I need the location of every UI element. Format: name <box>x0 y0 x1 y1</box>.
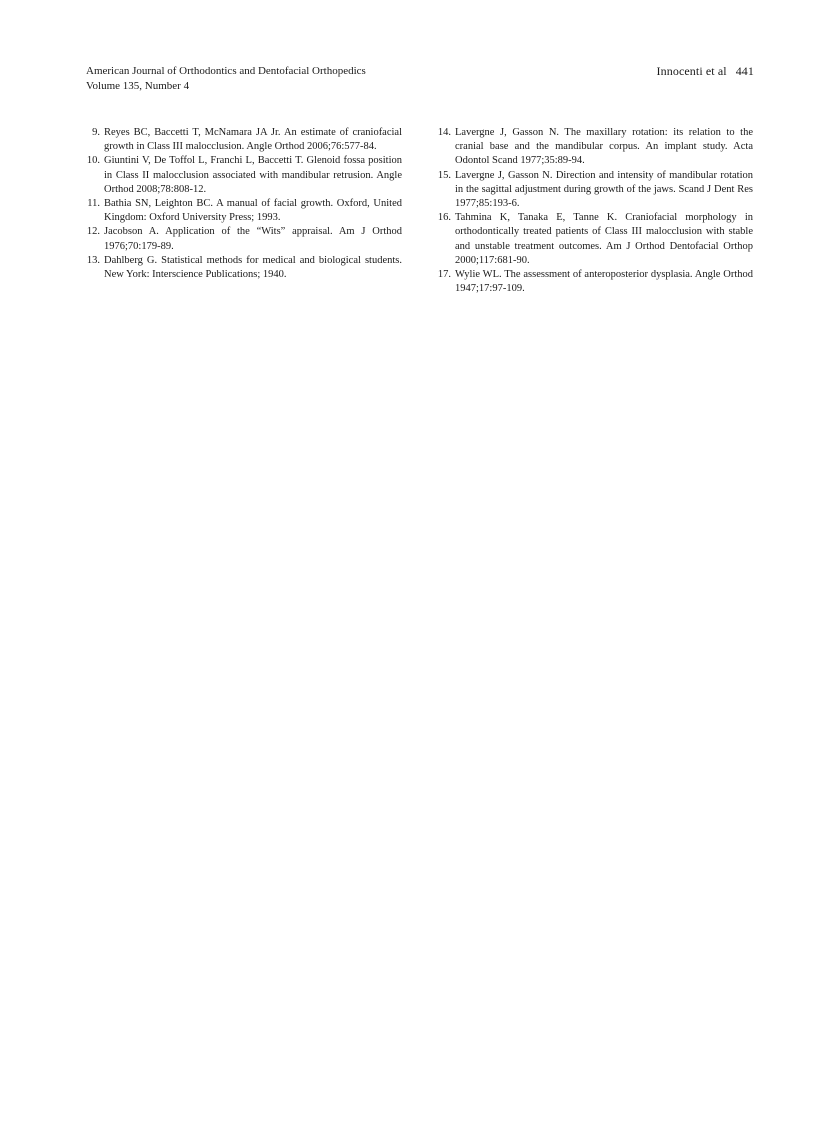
reference-text: Wylie WL. The assessment of anteroposterior dysplasia. Angle Orthod 1947;17:97-109. <box>455 269 753 295</box>
reference-item <box>437 268 753 296</box>
reference-text: Tahmina K, Tanaka E, Tanne K. Craniofacial morphology in orthodontically treated patients of Class III malocclusion with stable and unstable treatment outcomes. Am J Orthod Dentofacial Orthop 2000;117:681-90. <box>455 212 753 266</box>
reference-number: 14. <box>437 127 451 138</box>
reference-number: 10. <box>86 155 100 167</box>
reference-number: 17. <box>437 269 451 281</box>
reference-list-left <box>86 126 402 282</box>
reference-text: Lavergne J, Gasson N. The maxillary rotation: its relation to the cranial base and the mandibular corpus. An implant study. Acta Odontol Scand 1977;35:89-94. <box>455 127 753 167</box>
journal-name: American Journal of Orthodontics and Dentofacial Orthopedics <box>86 65 366 77</box>
reference-number: 9. <box>92 127 100 138</box>
volume-issue: Volume 135, Number 4 <box>86 79 190 92</box>
reference-text: Lavergne J, Gasson N. Direction and intensity of mandibular rotation in the sagittal adjustment during growth of the jaws. Scand J Dent Res 1977;85:193-6. <box>455 169 753 210</box>
reference-item <box>86 254 402 282</box>
reference-number: 12. <box>86 226 100 238</box>
reference-list-right <box>437 126 753 296</box>
journal-info <box>86 64 366 93</box>
author-page-info <box>657 64 754 79</box>
running-author: Innocenti et al <box>656 64 727 78</box>
reference-item <box>86 197 402 225</box>
reference-number: 16. <box>437 212 451 224</box>
reference-text: Jacobson A. Application of the “Wits” appraisal. Am J Orthod 1976;70:179-89. <box>104 226 402 252</box>
reference-text: Dahlberg G. Statistical methods for medical and biological students. New York: Interscience Publications; 1940. <box>104 254 402 281</box>
reference-text: Bathia SN, Leighton BC. A manual of facial growth. Oxford, United Kingdom: Oxford University Press; 1993. <box>104 198 402 224</box>
reference-number: 13. <box>86 254 100 266</box>
reference-number: 15. <box>437 169 451 181</box>
reference-item <box>86 154 402 197</box>
reference-number: 11. <box>87 198 100 210</box>
reference-item <box>437 211 753 268</box>
page-number: 441 <box>735 64 754 78</box>
reference-text: Reyes BC, Baccetti T, McNamara JA Jr. An estimate of craniofacial growth in Class III malocclusion. Angle Orthod 2006;76:577-84. <box>104 127 402 153</box>
reference-item <box>86 126 402 154</box>
reference-item <box>86 225 402 253</box>
reference-item <box>437 169 753 212</box>
reference-text: Giuntini V, De Toffol L, Franchi L, Baccetti T. Glenoid fossa position in Class II malocclusion associated with mandibular retrusion. Angle Orthod 2008;78:808-12. <box>104 155 402 195</box>
reference-item <box>437 126 753 169</box>
